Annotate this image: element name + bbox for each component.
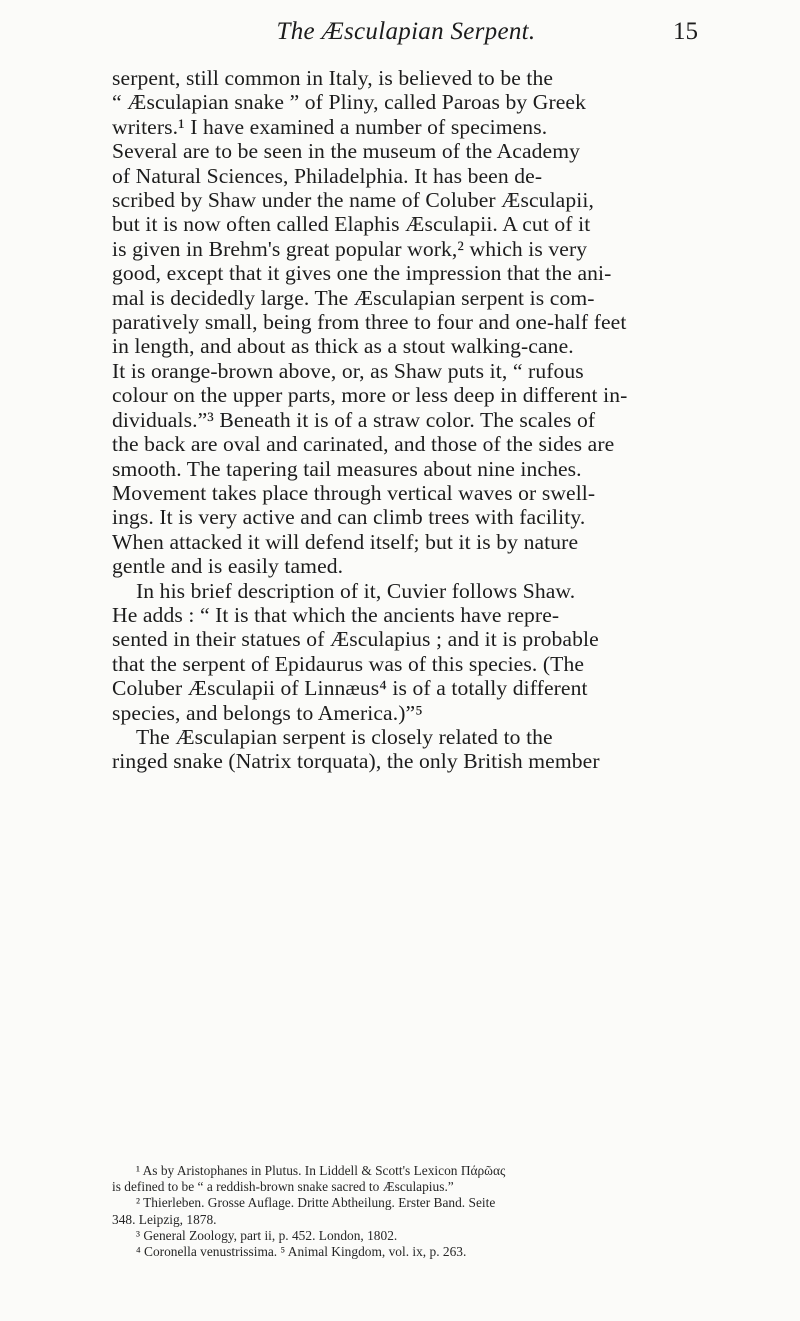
running-head xyxy=(114,18,698,56)
body-line: Several are to be seen in the museum of the Academy xyxy=(112,139,581,164)
body-line: Coluber Æsculapii of Linnæus⁴ is of a totally different xyxy=(112,676,588,701)
body-line: that the serpent of Epidaurus was of this species. (The xyxy=(112,651,585,676)
body-line: mal is decidedly large. The Æsculapian serpent is com- xyxy=(112,285,595,310)
body-line: but it is now often called Elaphis Æsculapii. A cut of it xyxy=(112,212,591,237)
body-line: good, except that it gives one the impression that the ani- xyxy=(112,261,612,286)
body-line: gentle and is easily tamed. xyxy=(112,554,344,579)
body-line: dividuals.”³ Beneath it is of a straw color. The scales of xyxy=(112,407,596,432)
footnotes xyxy=(112,1163,702,1260)
body-line: sented in their statues of Æsculapius ; and it is probable xyxy=(112,627,599,652)
body-line: “ Æsculapian snake ” of Pliny, called Paroas by Greek xyxy=(112,90,587,115)
body-line: It is orange-brown above, or, as Shaw puts it, “ rufous xyxy=(112,358,584,383)
body-text xyxy=(112,66,700,774)
body-line: in length, and about as thick as a stout walking-cane. xyxy=(112,334,574,359)
body-line: serpent, still common in Italy, is believed to be the xyxy=(112,66,554,90)
body-line: ings. It is very active and can climb trees with facility. xyxy=(112,505,586,530)
footnote-line: ⁴ Coronella venustrissima. ⁵ Animal Kingdom, vol. ix, p. 263. xyxy=(136,1244,467,1260)
body-line: He adds : “ It is that which the ancients have repre- xyxy=(112,602,560,627)
body-line: is given in Brehm's great popular work,² which is very xyxy=(112,236,588,261)
body-line: When attacked it will defend itself; but it is by nature xyxy=(112,529,579,554)
footnote-line: ² Thierleben. Grosse Auflage. Dritte Abtheilung. Erster Band. Seite xyxy=(136,1195,496,1211)
body-line: ringed snake (Natrix torquata), the only British member xyxy=(112,749,600,774)
body-line: species, and belongs to America.)”⁵ xyxy=(112,700,423,725)
body-line: the back are oval and carinated, and those of the sides are xyxy=(112,432,615,457)
footnote-line: ³ General Zoology, part ii, p. 452. London, 1802. xyxy=(136,1227,398,1243)
body-line: paratively small, being from three to four and one-half feet xyxy=(112,310,627,335)
body-line: smooth. The tapering tail measures about nine inches. xyxy=(112,456,582,481)
running-title: The Æsculapian Serpent. xyxy=(276,18,536,45)
page-number: 15 xyxy=(673,18,698,45)
body-line: In his brief description of it, Cuvier follows Shaw. xyxy=(136,578,576,603)
body-line: of Natural Sciences, Philadelphia. It has been de- xyxy=(112,163,543,188)
body-line: Movement takes place through vertical waves or swell- xyxy=(112,480,596,505)
body-line: colour on the upper parts, more or less deep in different in- xyxy=(112,383,628,408)
footnote-line: is defined to be “ a reddish-brown snake sacred to Æsculapius.” xyxy=(112,1179,454,1195)
body-line: The Æsculapian serpent is closely related to the xyxy=(136,724,553,749)
footnote-line: 348. Leipzig, 1878. xyxy=(112,1211,217,1227)
body-line: scribed by Shaw under the name of Coluber Æsculapii, xyxy=(112,188,594,213)
body-line: writers.¹ I have examined a number of specimens. xyxy=(112,114,548,139)
footnote-line: ¹ As by Aristophanes in Plutus. In Liddell & Scott's Lexicon Πάρῶας xyxy=(136,1163,506,1178)
